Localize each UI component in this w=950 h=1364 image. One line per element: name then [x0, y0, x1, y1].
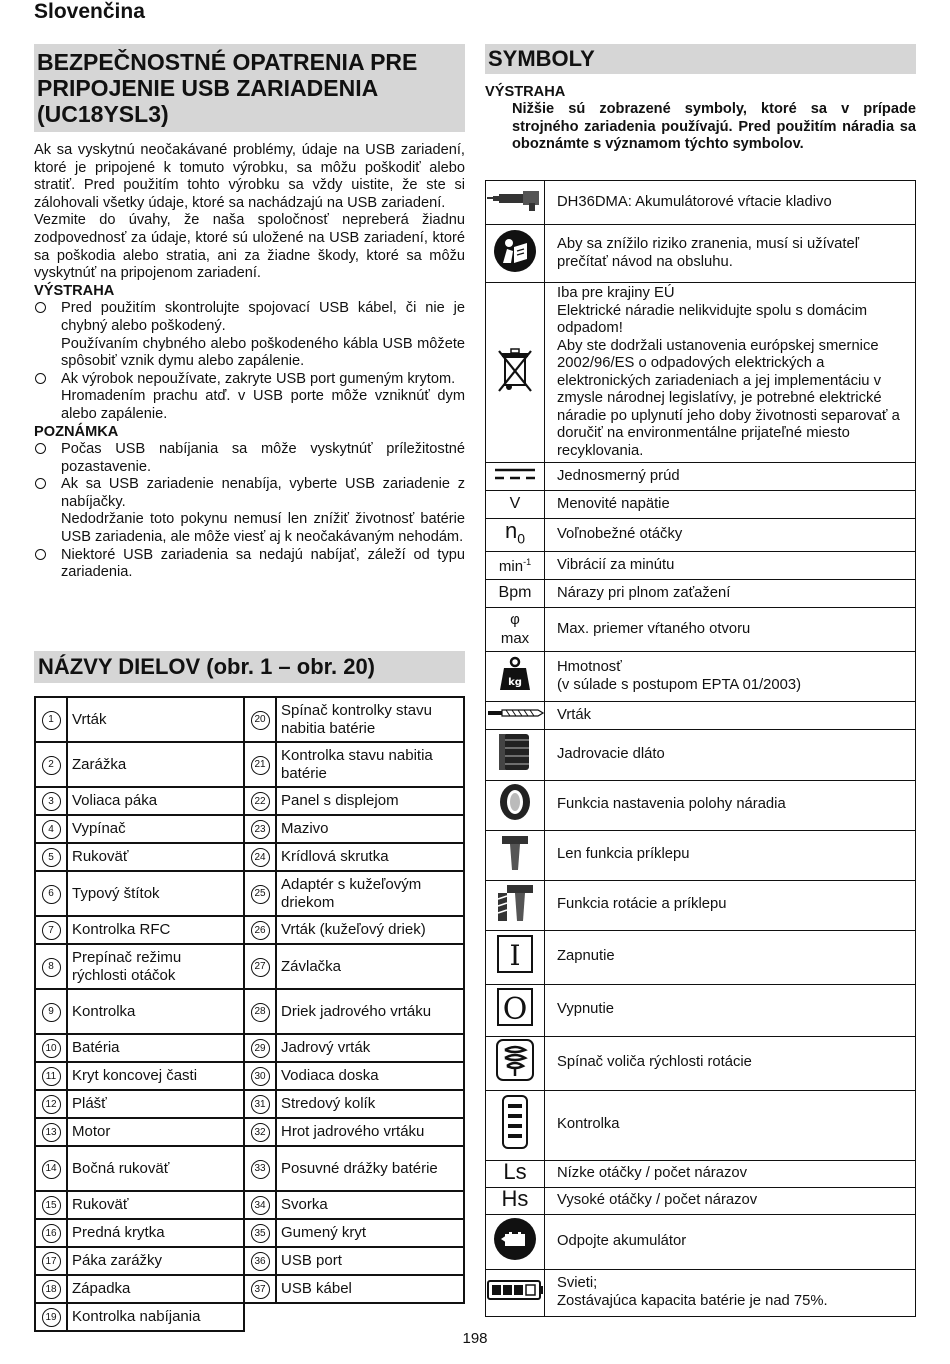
page-number: 198 — [462, 1330, 488, 1347]
part-name: Závlačka — [276, 944, 464, 989]
usb-warning-sub: Hromadením prachu atď. v USB porte môže vzniknúť dym alebo zapálenie. — [61, 388, 465, 422]
symbol-row — [486, 1214, 916, 1269]
part-name: Prepínač režimu rýchlosti otáčok — [67, 944, 244, 989]
part-name: Motor — [67, 1118, 244, 1146]
symbol-row — [486, 283, 916, 463]
part-number-cell — [35, 1191, 67, 1219]
symbol-abbreviation-icon: $\min^{-1}$ — [486, 552, 545, 580]
part-number: 9 — [42, 1003, 61, 1022]
symbol-abbreviation-icon: Bpm — [486, 580, 545, 608]
symbol-description: Hmotnosť (v súlade s postupom EPTA 01/2003) — [545, 652, 916, 702]
symbols-warning-label: VÝSTRAHA — [485, 84, 566, 100]
part-number: 32 — [251, 1123, 270, 1142]
part-number-cell — [244, 1219, 276, 1247]
position-adjust-icon — [486, 780, 545, 830]
usb-paragraph-2: Vezmite do úvahy, že naša spoločnosť nepreberá žiadnu zodpovednosť za údaje, ktoré sú uložené na USB zariadení, ktoré sa poškodia alebo stratia, ani za žiadne škody, ktoré sa môžu vyskytnúť na pripojenom zariadení. — [34, 212, 465, 282]
part-number-cell — [35, 1146, 67, 1191]
bullet-circle-icon — [35, 478, 46, 489]
part-name: Typový štítok — [67, 871, 244, 916]
bullet-circle-icon — [35, 443, 46, 454]
parts-row — [35, 843, 464, 871]
symbol-row — [486, 580, 916, 608]
symbol-description: Odpojte akumulátor — [545, 1214, 916, 1269]
parts-row — [35, 1090, 464, 1118]
part-number: 31 — [251, 1095, 270, 1114]
part-number-cell — [35, 1247, 67, 1275]
symbol-abbreviation-icon: V — [486, 491, 545, 519]
part-name: USB port — [276, 1247, 464, 1275]
parts-section-title: NÁZVY DIELOV (obr. 1 – obr. 20) — [34, 651, 465, 683]
part-number-cell — [35, 1219, 67, 1247]
part-name: Predná krytka — [67, 1219, 244, 1247]
parts-row — [35, 1062, 464, 1090]
symbol-row — [486, 181, 916, 225]
symbol-row — [486, 1160, 916, 1187]
part-name: Zarážka — [67, 742, 244, 787]
parts-table — [34, 696, 465, 1332]
part-number: 19 — [42, 1308, 61, 1327]
part-number: 34 — [251, 1196, 270, 1215]
part-number-cell — [35, 742, 67, 787]
part-number-cell — [35, 989, 67, 1034]
part-number: 36 — [251, 1252, 270, 1271]
part-number-cell — [244, 1275, 276, 1303]
symbol-row — [486, 830, 916, 880]
part-name: Kontrolka nabíjania — [67, 1303, 244, 1331]
symbol-description: Funkcia rotácie a príklepu — [545, 880, 916, 930]
svg-text:kg: kg — [508, 676, 522, 688]
parts-row — [35, 871, 464, 916]
hammer-only-icon — [486, 830, 545, 880]
parts-row — [35, 1118, 464, 1146]
part-number-cell — [244, 989, 276, 1034]
parts-row — [35, 1303, 464, 1331]
usb-note-item — [34, 547, 465, 582]
part-number-cell — [35, 1303, 67, 1331]
bullet-circle-icon — [35, 302, 46, 313]
part-name: Rukoväť — [67, 1191, 244, 1219]
rotary-hammer-icon — [486, 880, 545, 930]
part-name: Krídlová skrutka — [276, 843, 464, 871]
bullet-circle-icon — [35, 549, 46, 560]
parts-row — [35, 1247, 464, 1275]
weight-kg-icon — [486, 652, 545, 702]
read-manual-icon — [486, 225, 545, 283]
part-number: 11 — [42, 1067, 61, 1086]
part-number: 23 — [251, 820, 270, 839]
symbols-intro: Nižšie sú zobrazené symboly, ktoré sa v prípade strojného zariadenia používajú. Pred použitím náradia sa oboznámte s významom týchto symbolov. — [512, 101, 916, 153]
part-number: 21 — [251, 756, 270, 775]
part-name: Vodiaca doska — [276, 1062, 464, 1090]
symbol-row — [486, 652, 916, 702]
part-name: Mazivo — [276, 815, 464, 843]
part-number-cell — [244, 1191, 276, 1219]
usb-note-label: POZNÁMKA — [34, 423, 119, 440]
parts-row — [35, 1219, 464, 1247]
part-number: 7 — [42, 921, 61, 940]
symbol-description: Nárazy pri plnom zaťažení — [545, 580, 916, 608]
part-number-cell — [35, 1034, 67, 1062]
usb-note-item — [34, 441, 465, 476]
part-number-cell — [35, 1090, 67, 1118]
symbol-row — [486, 1036, 916, 1090]
part-number-cell — [244, 944, 276, 989]
part-number-cell — [35, 916, 67, 944]
symbol-row — [486, 730, 916, 781]
part-number: 35 — [251, 1224, 270, 1243]
usb-warning-main: Pred použitím skontrolujte spojovací USB kábel, či nie je chybný alebo poškodený. — [61, 300, 465, 334]
usb-section-title: BEZPEČNOSTNÉ OPATRENIA PRE PRIPOJENIE USB ZARIADENIA (UC18YSL3) — [34, 44, 465, 132]
usb-warning-sub: Používaním chybného alebo poškodeného kábla USB môžete spôsobiť vznik dymu alebo zapálenie. — [61, 335, 465, 370]
part-number-cell — [35, 871, 67, 916]
parts-row — [35, 1275, 464, 1303]
part-name: Rukoväť — [67, 843, 244, 871]
switch-on-icon — [486, 930, 545, 984]
part-name: Kontrolka — [67, 989, 244, 1034]
symbol-row — [486, 519, 916, 552]
weee-bin-icon — [486, 283, 545, 463]
usb-note-item — [34, 476, 465, 546]
part-number-cell — [244, 742, 276, 787]
part-name: Adaptér s kužeľovým driekom — [276, 871, 464, 916]
part-name: Vypínač — [67, 815, 244, 843]
part-number-cell — [244, 871, 276, 916]
part-name: Vrták (kužeľový driek) — [276, 916, 464, 944]
usb-warning-item — [34, 371, 465, 424]
part-name: Spínač kontrolky stavu nabitia batérie — [276, 697, 464, 742]
drill-icon — [486, 181, 545, 225]
part-name: Gumený kryt — [276, 1219, 464, 1247]
part-number: 8 — [42, 958, 61, 977]
part-number: 15 — [42, 1196, 61, 1215]
disconnect-battery-icon — [486, 1214, 545, 1269]
part-name: Bočná rukoväť — [67, 1146, 244, 1191]
usb-warning-item — [34, 300, 465, 370]
symbols-table — [485, 180, 916, 1317]
symbol-description: Jednosmerný prúd — [545, 463, 916, 491]
part-name: Kryt koncovej časti — [67, 1062, 244, 1090]
part-number-cell — [244, 1247, 276, 1275]
symbol-description: Iba pre krajiny EÚ Elektrické náradie nelikvidujte spolu s domácim odpadom! Aby ste dodržali ustanovenia európskej smernice 2002/96/ES o odpadových elektrických a elektronických zariadeniach a jej implementáciu v zmysle národnej legislatívy, je potrebné elektrické náradie po uplynutí jeho doby životnosti separovať a doručiť na environmentálne prijateľné miesto recyklovania. — [545, 283, 916, 463]
part-name: Plášť — [67, 1090, 244, 1118]
part-number: 18 — [42, 1280, 61, 1299]
part-number-cell — [244, 1062, 276, 1090]
symbol-row — [486, 880, 916, 930]
symbol-row — [486, 491, 916, 519]
part-name: Stredový kolík — [276, 1090, 464, 1118]
part-name: Svorka — [276, 1191, 464, 1219]
symbol-description: Aby sa znížilo riziko zranenia, musí si užívateľ prečítať návod na obsluhu. — [545, 225, 916, 283]
part-number-cell — [35, 944, 67, 989]
part-number: 37 — [251, 1280, 270, 1299]
part-number-cell — [244, 1090, 276, 1118]
part-number-cell — [35, 1275, 67, 1303]
part-number: 12 — [42, 1095, 61, 1114]
symbol-row — [486, 930, 916, 984]
drill-bit-icon — [486, 702, 545, 730]
symbol-description: Nízke otáčky / počet nárazov — [545, 1160, 916, 1187]
parts-row — [35, 787, 464, 815]
symbol-abbreviation-icon: Hs — [486, 1187, 545, 1214]
parts-row — [35, 944, 464, 989]
symbol-description: Max. priemer vŕtaného otvoru — [545, 608, 916, 652]
part-number: 1 — [42, 711, 61, 730]
symbol-description: Spínač voliča rýchlosti rotácie — [545, 1036, 916, 1090]
symbol-description: Vysoké otáčky / počet nárazov — [545, 1187, 916, 1214]
usb-warning-main: Ak výrobok nepoužívate, zakryte USB port gumeným krytom. — [61, 370, 456, 387]
part-number-cell — [244, 815, 276, 843]
symbol-description: Vrták — [545, 702, 916, 730]
part-number: 13 — [42, 1123, 61, 1142]
part-number: 4 — [42, 820, 61, 839]
parts-row — [35, 1191, 464, 1219]
part-number: 27 — [251, 958, 270, 977]
parts-row — [35, 916, 464, 944]
symbol-abbreviation-icon: φ max — [486, 608, 545, 652]
part-number-cell — [244, 843, 276, 871]
part-name: Voliaca páka — [67, 787, 244, 815]
switch-off-icon — [486, 984, 545, 1036]
usb-note-main: Niektoré USB zariadenia sa nedajú nabíjať, záleží od typu zariadenia. — [61, 546, 465, 581]
part-name: USB kábel — [276, 1275, 464, 1303]
part-name: Posuvné drážky batérie — [276, 1146, 464, 1191]
part-number: 6 — [42, 885, 61, 904]
symbol-description: DH36DMA: Akumulátorové vŕtacie kladivo — [545, 181, 916, 225]
symbols-section-title: SYMBOLY — [485, 44, 916, 74]
symbols-section — [485, 44, 916, 154]
part-number: 30 — [251, 1067, 270, 1086]
usb-note-sub: Nedodržanie toto pokynu nemusí len znížiť životnosť batérie USB zariadenia, ale môže viesť aj k neočakávaným nehodám. — [61, 511, 465, 546]
part-number: 25 — [251, 885, 270, 904]
part-number: 17 — [42, 1252, 61, 1271]
part-number-cell — [244, 916, 276, 944]
part-number-cell — [35, 1118, 67, 1146]
part-name: Kontrolka stavu nabitia batérie — [276, 742, 464, 787]
symbol-row — [486, 608, 916, 652]
symbol-row — [486, 780, 916, 830]
symbol-description: Voľnobežné otáčky — [545, 519, 916, 552]
part-number-cell — [35, 697, 67, 742]
svg-text:I: I — [509, 939, 521, 973]
symbol-description: Svieti; Zostávajúca kapacita batérie je nad 75%. — [545, 1269, 916, 1316]
symbol-abbreviation-icon: $n_0$ — [486, 519, 545, 552]
part-number: 24 — [251, 848, 270, 867]
symbol-description: Kontrolka — [545, 1090, 916, 1160]
bullet-circle-icon — [35, 373, 46, 384]
indicator-lamp-icon — [486, 1090, 545, 1160]
symbol-description: Jadrovacie dláto — [545, 730, 916, 781]
part-name: Západka — [67, 1275, 244, 1303]
usb-warning-label: VÝSTRAHA — [34, 282, 115, 299]
part-number-cell — [35, 815, 67, 843]
part-number: 2 — [42, 756, 61, 775]
part-number: 22 — [251, 792, 270, 811]
part-name: Hrot jadrového vrtáku — [276, 1118, 464, 1146]
symbol-row — [486, 1269, 916, 1316]
part-number: 16 — [42, 1224, 61, 1243]
symbol-description: Vypnutie — [545, 984, 916, 1036]
speed-select-icon — [486, 1036, 545, 1090]
symbol-description: Menovité napätie — [545, 491, 916, 519]
symbol-row — [486, 1090, 916, 1160]
symbol-row — [486, 984, 916, 1036]
part-number: 33 — [251, 1160, 270, 1179]
symbol-row — [486, 552, 916, 580]
part-name: Kontrolka RFC — [67, 916, 244, 944]
symbol-description: Funkcia nastavenia polohy náradia — [545, 780, 916, 830]
page-language-header: Slovenčina — [34, 0, 145, 23]
part-number-cell — [35, 787, 67, 815]
part-number: 14 — [42, 1160, 61, 1179]
direct-current-icon — [486, 463, 545, 491]
battery-level-icon — [486, 1269, 545, 1316]
symbol-description: Zapnutie — [545, 930, 916, 984]
part-number-cell — [244, 787, 276, 815]
part-number-cell — [244, 1034, 276, 1062]
part-name: Jadrový vrták — [276, 1034, 464, 1062]
symbol-abbreviation-icon: Ls — [486, 1160, 545, 1187]
parts-row — [35, 815, 464, 843]
part-number-cell — [35, 1062, 67, 1090]
part-number: 3 — [42, 792, 61, 811]
part-number: 29 — [251, 1039, 270, 1058]
part-number-cell — [244, 1118, 276, 1146]
part-number-cell — [244, 697, 276, 742]
usb-paragraph-1: Ak sa vyskytnú neočakávané problémy, údaje na USB zariadení, ktoré je pripojené k tomuto výrobku, sa môžu poškodiť alebo stratiť. Pred použitím tohto výrobku sa vždy uistite, že ste si zálohovali všetky údaje, ktoré sa nachádzajú na USB zariadení. — [34, 142, 465, 211]
svg-text:O: O — [502, 992, 528, 1028]
parts-row — [35, 989, 464, 1034]
part-name: Batéria — [67, 1034, 244, 1062]
part-number: 5 — [42, 848, 61, 867]
part-number-cell — [244, 1146, 276, 1191]
part-number: 20 — [251, 711, 270, 730]
core-bit-icon — [486, 730, 545, 781]
part-number-cell — [244, 1303, 276, 1331]
part-name — [276, 1303, 464, 1331]
symbol-description: Len funkcia príklepu — [545, 830, 916, 880]
part-name: Páka zarážky — [67, 1247, 244, 1275]
symbol-description: Vibrácií za minútu — [545, 552, 916, 580]
symbol-row — [486, 1187, 916, 1214]
usb-note-main: Počas USB nabíjania sa môže vyskytnúť príležitostné pozastavenie. — [61, 441, 465, 475]
part-number: 28 — [251, 1003, 270, 1022]
part-name: Vrták — [67, 697, 244, 742]
part-name: Panel s displejom — [276, 787, 464, 815]
part-number-cell — [35, 843, 67, 871]
part-number: 10 — [42, 1039, 61, 1058]
part-name: Driek jadrového vrtáku — [276, 989, 464, 1034]
symbol-row — [486, 463, 916, 491]
parts-row — [35, 1146, 464, 1191]
parts-row — [35, 742, 464, 787]
part-number: 26 — [251, 921, 270, 940]
symbol-row — [486, 225, 916, 283]
parts-row — [35, 1034, 464, 1062]
usb-safety-section — [34, 44, 465, 679]
usb-note-main: Ak sa USB zariadenie nenabíja, vyberte USB zariadenie z nabíjačky. — [61, 476, 465, 510]
parts-row — [35, 697, 464, 742]
symbol-row — [486, 702, 916, 730]
